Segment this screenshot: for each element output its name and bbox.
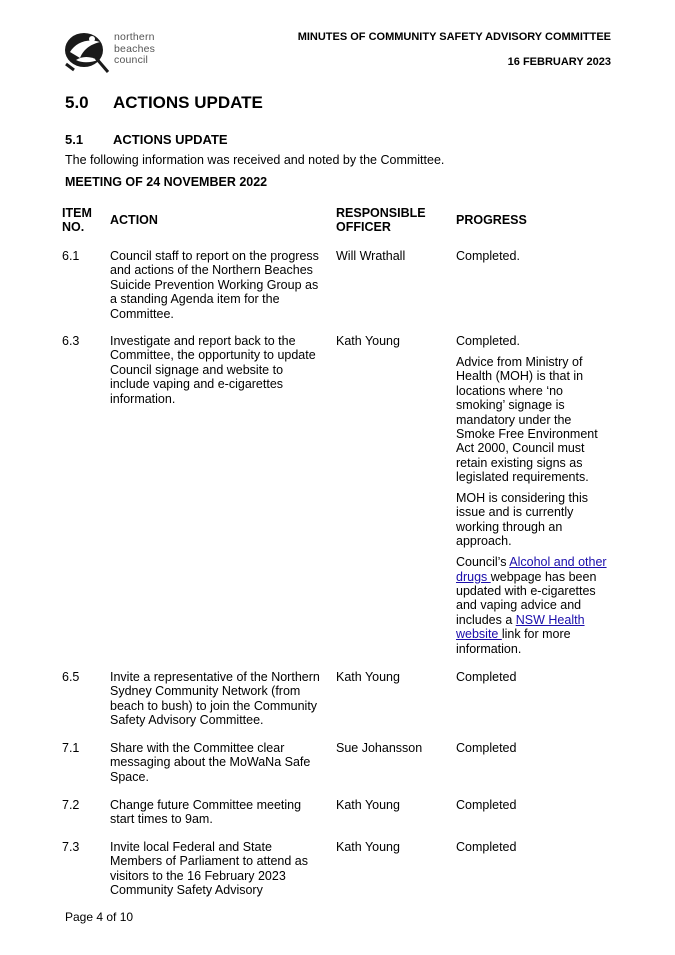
page-number: Page 4 of 10 xyxy=(65,910,134,924)
row-progress: Completed xyxy=(456,798,517,812)
header-action: ACTION xyxy=(110,213,158,227)
progress-moh-advice: Advice from Ministry of Health (MOH) is that in locations where ‘no smoking’ signage is mandatory under the Smoke Free Environment Act 2000, Council must retain existing signs as legislated requirements. xyxy=(456,354,598,485)
progress-moh-considering: MOH is considering this issue and is currently working through an approach. xyxy=(456,491,588,549)
header-responsible-officer: RESPONSIBLE OFFICER xyxy=(336,206,426,234)
row-progress xyxy=(456,334,611,656)
row-officer: Kath Young xyxy=(336,670,400,684)
subsection-number: 5.1 xyxy=(65,132,84,147)
header-item-no: ITEM NO. xyxy=(62,206,92,234)
row-item-no: 6.3 xyxy=(62,334,80,348)
row-item-no: 6.1 xyxy=(62,249,80,263)
row-action: Invite a representative of the Northern Sydney Community Network (from beach to bush) to join the Community Safety Advisory Committee. xyxy=(110,670,320,728)
row-action: Investigate and report back to the Committee, the opportunity to update Council signage and website to include vaping and e-cigarettes information. xyxy=(110,334,316,406)
row-progress: Completed xyxy=(456,741,517,755)
section-title: ACTIONS UPDATE xyxy=(113,93,263,112)
row-item-no: 7.3 xyxy=(62,840,80,854)
row-action: Share with the Committee clear messaging about the MoWaNa Safe Space. xyxy=(110,741,311,784)
row-item-no: 6.5 xyxy=(62,670,80,684)
row-item-no: 7.1 xyxy=(62,741,80,755)
row-action: Change future Committee meeting start times to 9am. xyxy=(110,798,302,827)
logo-wordmark xyxy=(114,32,155,67)
row-progress: Completed xyxy=(456,670,517,684)
row-officer: Kath Young xyxy=(336,840,400,854)
council-logo xyxy=(62,28,162,76)
section-number: 5.0 xyxy=(65,93,89,112)
intro-text: The following information was received and noted by the Committee. xyxy=(65,153,445,167)
row-progress: Completed xyxy=(456,840,517,854)
document-date: 16 FEBRUARY 2023 xyxy=(507,56,611,68)
row-officer: Kath Young xyxy=(336,798,400,812)
row-item-no: 7.2 xyxy=(62,798,80,812)
logo-line-2: beaches xyxy=(114,42,156,55)
progress-status: Completed. xyxy=(456,334,520,348)
header-progress: PROGRESS xyxy=(456,213,527,227)
nsw-health-link[interactable]: NSW Health website xyxy=(456,612,585,642)
document-title: MINUTES OF COMMUNITY SAFETY ADVISORY COMMITTEE xyxy=(297,31,611,43)
logo-line-3: council xyxy=(114,54,149,66)
alcohol-drugs-link[interactable]: Alcohol and other drugs xyxy=(456,555,607,584)
progress-webpage-update: Council’s Alcohol and other drugs webpage has been updated with e-cigarettes and vaping advice and includes a NSW Health website link for more information. xyxy=(456,555,607,656)
row-officer: Will Wrathall xyxy=(336,249,406,263)
meeting-heading: MEETING OF 24 NOVEMBER 2022 xyxy=(65,175,268,189)
council-logo-icon xyxy=(62,28,110,74)
row-progress: Completed. xyxy=(456,249,520,263)
subsection-title: ACTIONS UPDATE xyxy=(113,132,228,147)
row-action: Invite local Federal and State Members of Parliament to attend as visitors to the 16 February 2023 Community Safety Advisory xyxy=(110,840,309,898)
row-action: Council staff to report on the progress and actions of the Northern Beaches Suicide Prevention Working Group as a standing Agenda item for the Committee. xyxy=(110,249,319,321)
row-officer: Kath Young xyxy=(336,334,400,348)
logo-line-1: northern xyxy=(114,31,155,43)
row-officer: Sue Johansson xyxy=(336,741,423,755)
